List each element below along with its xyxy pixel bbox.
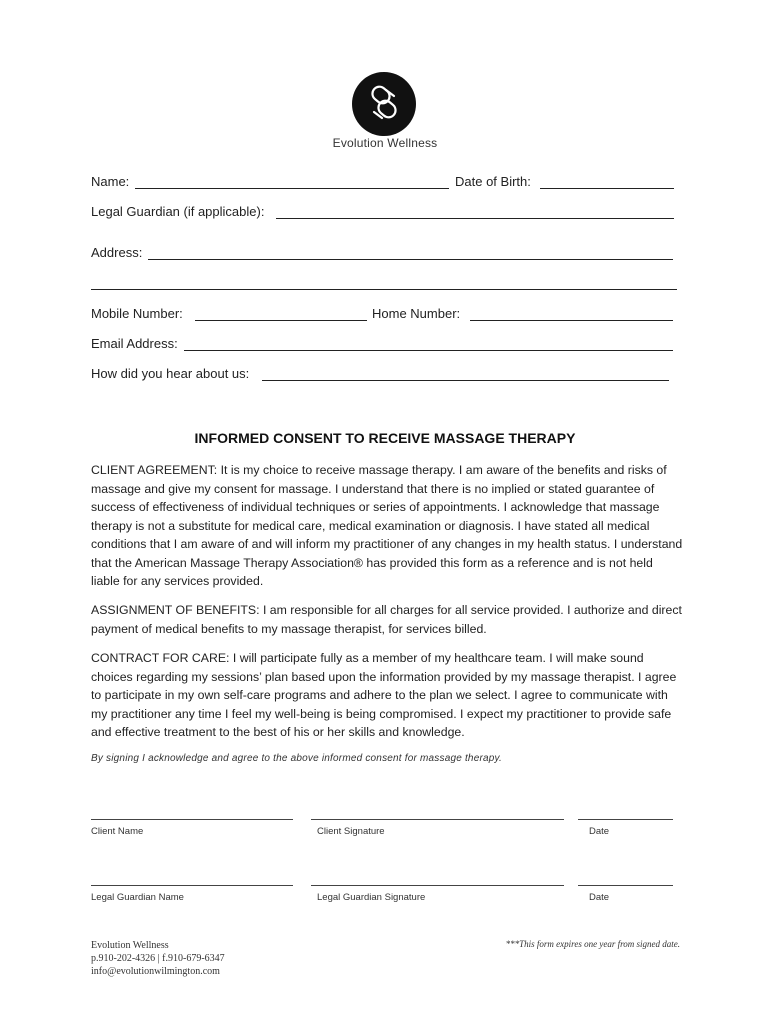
email-field[interactable] — [184, 350, 673, 351]
date-label-1: Date — [589, 826, 610, 837]
logo-mark-icon — [352, 72, 416, 136]
brand-name: Evolution Wellness — [332, 136, 438, 150]
date-line-2[interactable] — [578, 885, 673, 886]
email-label: Email Address: — [91, 336, 178, 351]
guardian-name-label: Legal Guardian Name — [91, 892, 184, 903]
dob-label: Date of Birth: — [455, 174, 531, 189]
guardian-field[interactable] — [276, 218, 674, 219]
guardian-signature-label: Legal Guardian Signature — [317, 892, 426, 903]
acknowledge-text: By signing I acknowledge and agree to the above informed consent for massage therapy. — [91, 753, 502, 764]
client-agreement-text: CLIENT AGREEMENT: It is my choice to receive massage therapy. I am aware of the benefits and risks of massage and give my consent for massage. I understand that there is no implied or stated guarantee of success of effectiveness of individual techniques or series of appointments. I acknowledge that massage therapy is not a substitute for medical care, medical examination or diagnosis. I have stated all medical conditions that I am aware of and will inform my practitioner of any changes in my health status. I understand that the American Massage Therapy Association® has provided this form as a reference and is not held liable for any services provided. — [91, 463, 683, 588]
hear-label: How did you hear about us: — [91, 366, 250, 381]
contract-text: CONTRACT FOR CARE: I will participate fully as a member of my healthcare team. I will make sound choices regarding my sessions’ plan based upon the information provided by my massage therapist. I agree to participate in my own self-care programs and adhere to the plan we select. I agree to communicate with my practitioner any time I feel my well-being is being compromised. I expect my practitioner to provide safe and effective treatment to the best of his or her skills and knowledge. — [91, 651, 677, 739]
logo — [352, 72, 416, 136]
guardian-name-line[interactable] — [91, 885, 293, 886]
hear-field[interactable] — [262, 380, 669, 381]
footer-phones: p.910-202-4326 | f.910-679-6347 — [91, 953, 225, 964]
client-signature-label: Client Signature — [317, 826, 385, 837]
footer-contact — [91, 939, 225, 978]
footer-company: Evolution Wellness — [91, 940, 169, 951]
guardian-label: Legal Guardian (if applicable): — [91, 204, 265, 219]
home-label: Home Number: — [372, 306, 461, 321]
name-field[interactable] — [135, 188, 449, 189]
dob-field[interactable] — [540, 188, 674, 189]
name-label: Name: — [91, 174, 130, 189]
mobile-label: Mobile Number: — [91, 306, 183, 321]
client-signature-line[interactable] — [311, 819, 564, 820]
consent-title: INFORMED CONSENT TO RECEIVE MASSAGE THERAPY — [194, 430, 576, 446]
assignment-text: ASSIGNMENT OF BENEFITS: I am responsible for all charges for all service provided. I authorize and direct payment of medical benefits to my massage therapist, for services billed. — [91, 603, 682, 636]
client-name-label: Client Name — [91, 826, 144, 837]
date-label-2: Date — [589, 892, 610, 903]
client-name-line[interactable] — [91, 819, 293, 820]
date-line-1[interactable] — [578, 819, 673, 820]
address-label: Address: — [91, 245, 143, 260]
address-field-line2[interactable] — [91, 289, 677, 290]
home-field[interactable] — [470, 320, 673, 321]
footer-email[interactable]: info@evolutionwilmington.com — [91, 966, 220, 977]
guardian-signature-line[interactable] — [311, 885, 564, 886]
address-field-line1[interactable] — [148, 259, 673, 260]
mobile-field[interactable] — [195, 320, 367, 321]
expire-note: ***This form expires one year from signed date. — [505, 939, 680, 949]
